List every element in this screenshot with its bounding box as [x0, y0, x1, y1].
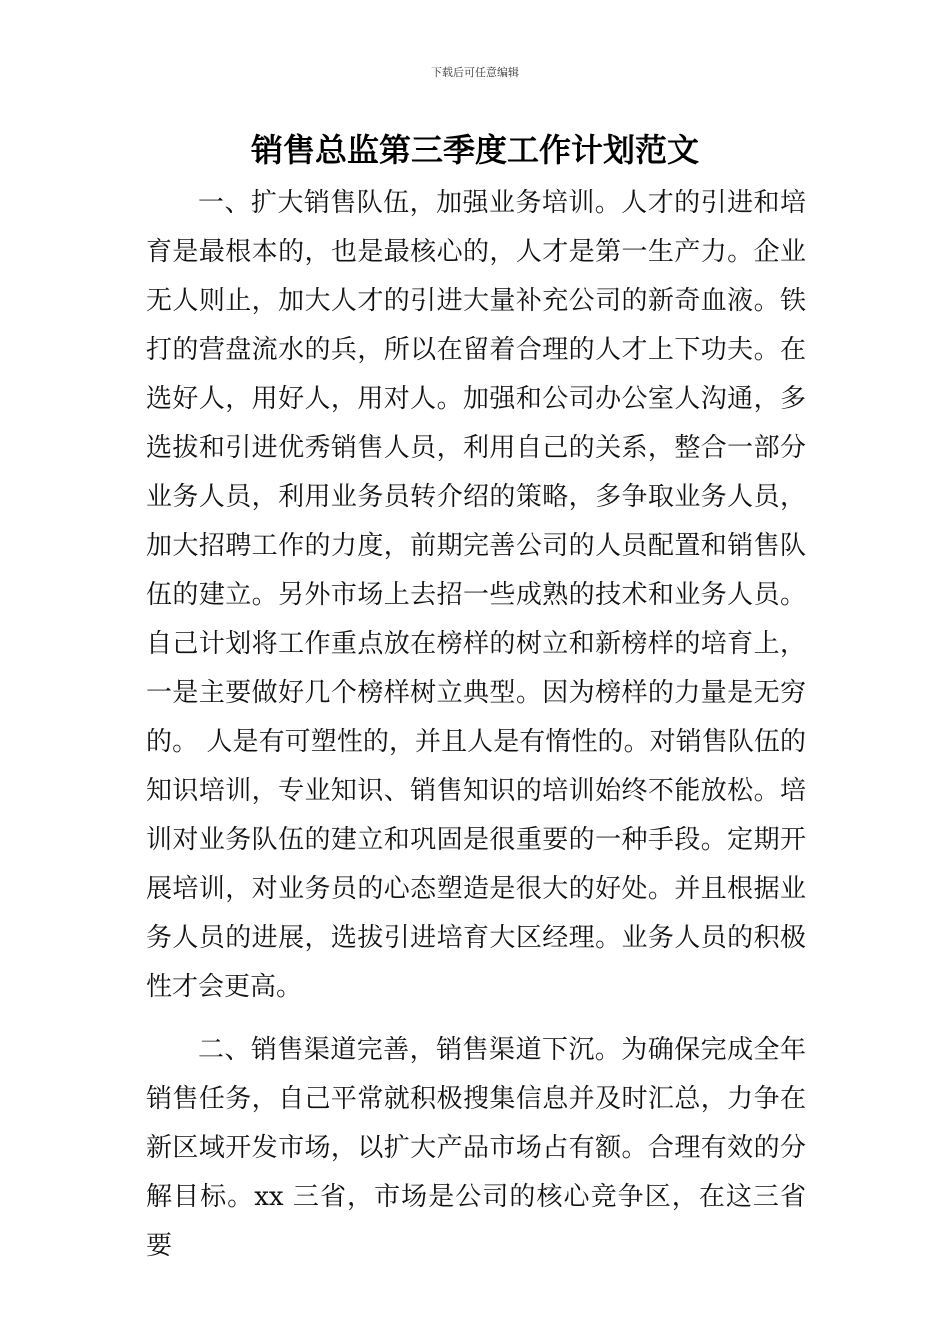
document-title: 销售总监第三季度工作计划范文 [250, 131, 699, 169]
page-header-note: 下载后可任意编辑 [431, 66, 519, 79]
paragraph-2: 二、销售渠道完善，销售渠道下沉。为确保完成全年销售任务，自己平常就积极搜集信息并及时汇总，力争在新区域开发市场，以扩大产品市场占有额。合理有效的分解目标。xx 三省，市场是公司的核心竞争区，在这三省要 [146, 1035, 806, 1261]
paragraph-1: 一、扩大销售队伍，加强业务培训。人才的引进和培育是最根本的，也是最核心的，人才是第一生产力。企业无人则止，加大人才的引进大量补充公司的新奇血液。铁打的营盘流水的兵，所以在留着合理的人才上下功夫。在选好人，用好人，用对人。加强和公司办公室人沟通，多选拔和引进优秀销售人员，利用自己的关系，整合一部分业务人员，利用业务员转介绍的策略，多争取业务人员，加大招聘工作的力度，前期完善公司的人员配置和销售队伍的建立。另外市场上去招一些成熟的技术和业务人员。自己计划将工作重点放在榜样的树立和新榜样的培育上，一是主要做好几个榜样树立典型。因为榜样的力量是无穷的。 人是有可塑性的，并且人是有惰性的。对销售队伍的知识培训，专业知识、销售知识的培训始终不能放松。培训对业务队伍的建立和巩固是很重要的一种手段。定期开展培训，对业务员的心态塑造是很大的好处。并且根据业务人员的进展，选拔引进培育大区经理。业务人员的积极性才会更高。 [146, 188, 806, 1002]
document-body [146, 179, 806, 1271]
